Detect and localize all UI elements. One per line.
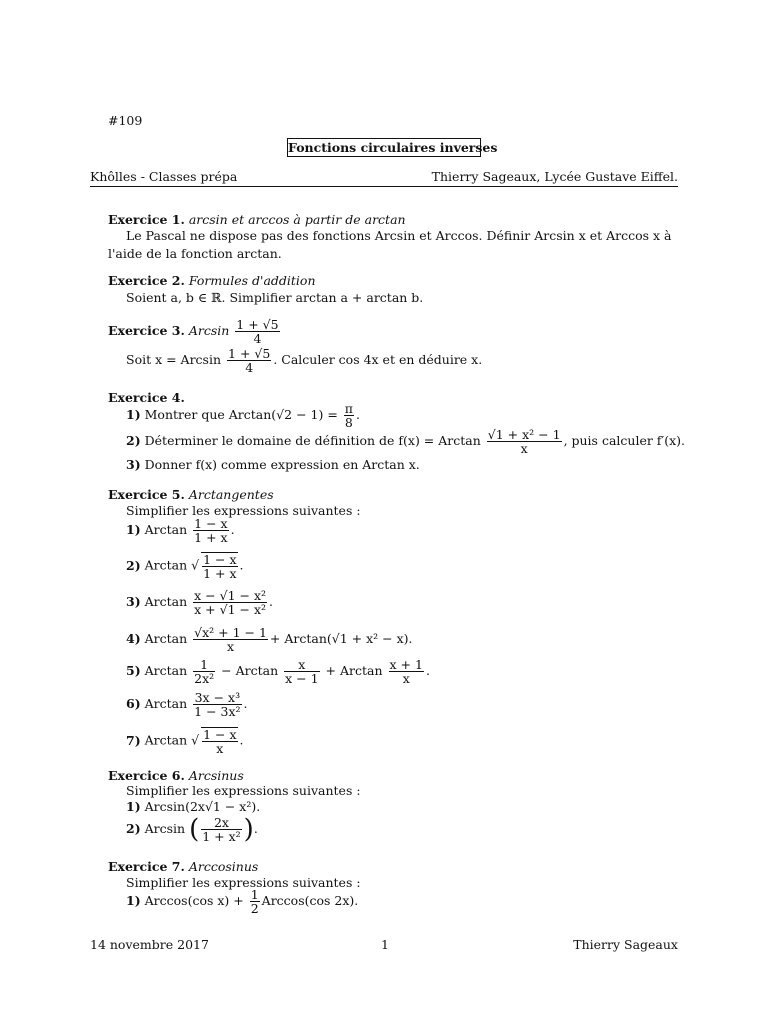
exercise-5-item-4: 4) Arctan $\frac{\text{√x² + 1 − 1}}{x}$ + Arctan(√1 + x² − x). (126, 625, 413, 654)
exercise-7-intro: Simplifier les expressions suivantes : (126, 875, 361, 890)
exercise-5-item-7: 7) Arctan √ $\frac{1 - x}{x}$ . (126, 727, 244, 756)
exercise-3-heading: Exercice 3. Arcsin $\frac{1 + √5}{4}$ (108, 317, 279, 346)
exercise-4-item-3: 3) Donner f(x) comme expression en Arctan x. (126, 457, 420, 472)
exercise-5-item-3: 3) Arctan $\frac{\text{x − √1 − x²}}{\text{x + √1 − x²}}$ . (126, 588, 273, 617)
exercise-5-item-1: 1) Arctan $\frac{1 - x}{1 + x}$ . (126, 516, 235, 545)
footer-page-number: 1 (381, 937, 389, 952)
document-title: Fonctions circulaires inverses (288, 140, 498, 155)
exercise-6-item-2: 2) Arcsin ( $\frac{2x}{\text{1 + x²}}$ ). (126, 814, 258, 845)
exercise-6-heading: Exercice 6. Arcsinus (108, 768, 244, 783)
exercise-5-heading: Exercice 5. Arctangentes (108, 487, 274, 502)
exercise-6-item-1: 1) Arcsin(2x√1 − x²). (126, 799, 261, 814)
footer-author: Thierry Sageaux (573, 937, 678, 952)
exercise-1-text: Le Pascal ne dispose pas des fonctions Arcsin et Arccos. Définir Arcsin x et Arccos x à l'aide de la fonction arctan. (108, 228, 672, 261)
exercise-2-heading: Exercice 2. Formules d'addition (108, 273, 316, 288)
exercise-5-item-2: 2) Arctan √ $\frac{1 - x}{1 + x}$ . (126, 552, 244, 581)
footer-date: 14 novembre 2017 (90, 937, 209, 952)
exercise-5-intro: Simplifier les expressions suivantes : (126, 503, 361, 518)
exercise-3-text: Soit x = Arcsin $\frac{1 + √5}{4}$ . Calculer cos 4x et en déduire x. (126, 346, 483, 375)
fraction: $\frac{1 + √5}{4}$ (236, 317, 279, 346)
header-rule (90, 186, 678, 187)
fraction: $\frac{1 + √5}{4}$ (228, 346, 271, 375)
exercise-5-item-6: 6) Arctan $\frac{\text{3x − x³}}{\text{1 − 3x²}}$ . (126, 690, 248, 719)
exercise-4-item-1: 1) Montrer que Arctan(√2 − 1) = $\frac{\pi}{8}$ . (126, 401, 360, 430)
exercise-7-item-1: 1) Arccos(cos x) + $\frac{1}{2}$ Arccos(cos 2x). (126, 887, 359, 916)
exercise-7-heading: Exercice 7. Arccosinus (108, 859, 259, 874)
exercise-4-heading: Exercice 4. (108, 390, 185, 405)
exercise-1-heading: Exercice 1. arcsin et arccos à partir de arctan (108, 212, 406, 227)
document-number: #109 (108, 113, 143, 128)
header-left: Khôlles - Classes prépa (90, 169, 238, 184)
exercise-4-item-2: 2) Déterminer le domaine de définition de f(x) = Arctan $\frac{\text{√1 + x² − 1}}{x}$ , puis calculer f′(x). (126, 427, 686, 456)
exercise-5-item-5: 5) Arctan $\frac{1}{\text{2x²}}$ − Arctan $\frac{x}{x - 1}$ + Arctan $\frac{x + 1}{x}$ . (126, 657, 430, 686)
exercise-2-text: Soient a, b ∈ ℝ. Simplifier arctan a + arctan b. (126, 290, 424, 305)
exercise-6-intro: Simplifier les expressions suivantes : (126, 783, 361, 798)
header-right: Thierry Sageaux, Lycée Gustave Eiffel. (431, 169, 678, 184)
